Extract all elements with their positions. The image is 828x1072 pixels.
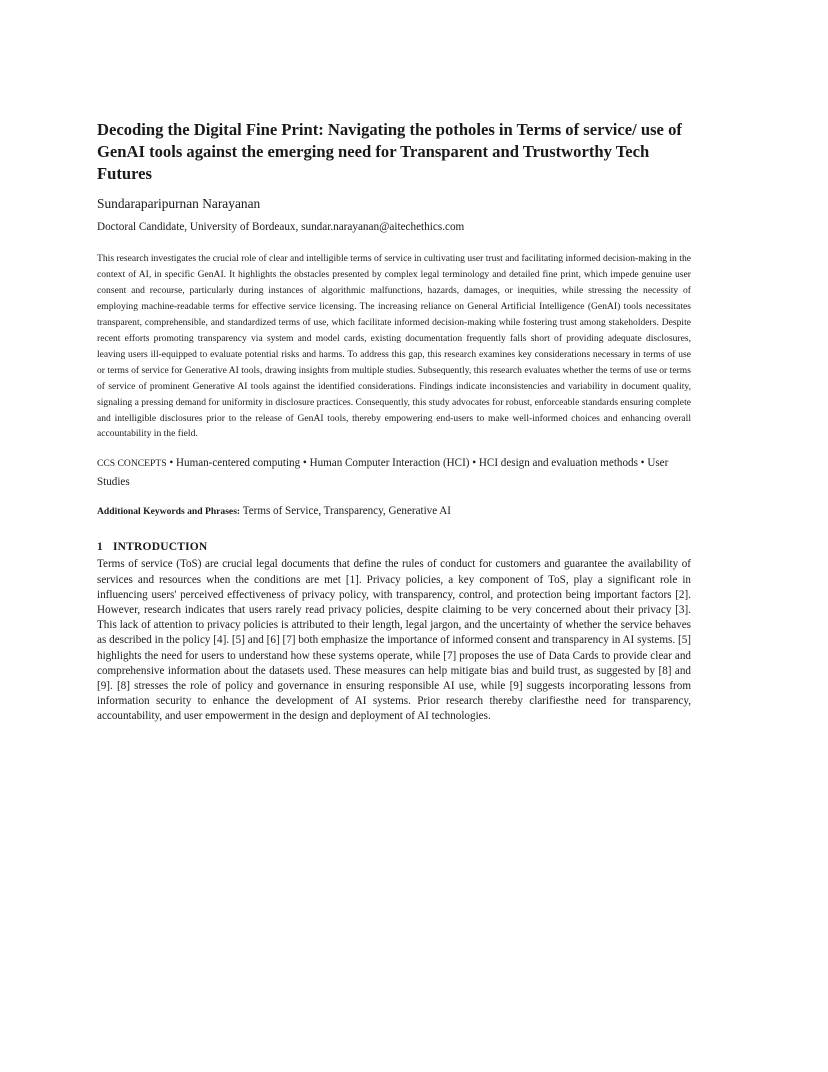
section-title: INTRODUCTION — [113, 541, 208, 554]
author-affiliation: Doctoral Candidate, University of Bordeaux, sundar.narayanan@aitechethics.com — [97, 221, 465, 233]
introduction-paragraph: Terms of service (ToS) are crucial legal documents that define the rules of conduct for customers and guarantee the availability of services and resources when the conditions are met [1]. Privacy policies, a key component of ToS, play a significant role in influencing users' perceived effectiveness of privacy policy, with transparency, control, and protection being important factors [2]. However, research indicates that users rarely read privacy policies, despite claiming to be very concerned about their privacy [3]. This lack of attention to privacy policies is attributed to their length, legal jargon, and the uncertainty of whether the service behaves as described in the policy [4]. [5] and [6] [7] both emphasize the importance of informed consent and transparency in AI systems. [5] highlights the need for users to understand how these systems operate, while [7] proposes the use of Data Cards to provide clear and comprehensive information about the datasets used. These measures can help mitigate bias and build trust, as suggested by [8] and [9]. [8] stresses the role of policy and governance in ensuring responsible AI use, while [9] suggests incorporating lessons from information security to enhance the development of AI systems. Prior research thereby clarifiesthe need for transparency, accountability, and user empowerment in the design and deployment of AI technologies. — [97, 558, 691, 723]
keywords — [97, 503, 691, 520]
paper-title: Decoding the Digital Fine Print: Navigating the potholes in Terms of service/ use of GenAI tools against the emerging need for Transparent and Trustworthy Tech Futures — [97, 120, 682, 183]
keywords-label: Additional Keywords and Phrases: — [97, 506, 241, 518]
ccs-text: • Human-centered computing • Human Computer Interaction (HCI) • HCI design and evaluation methods • User Studies — [97, 457, 669, 489]
author-name: Sundaraparipurnan Narayanan — [97, 196, 261, 211]
abstract: This research investigates the crucial role of clear and intelligible terms of service in cultivating user trust and facilitating informed decision-making in the context of AI, in specific GenAI. It highlights the obstacles presented by complex legal terminology and detailed fine print, which impede genuine user consent and recourse, particularly during instances of algorithmic malfunctions, hazards, damages, or inequities, while stressing the necessity of employing machine-readable terms for effective service licensing. The increasing reliance on General Artificial Intelligence (GenAI) tools necessitates transparent, comprehensible, and standardized terms of use, which facilitate informed decision-making while fostering trust among stakeholders. Despite recent efforts promoting transparency via system and model cards, existing documentation frequently falls short of providing adequate disclosures, leaving users ill-equipped to evaluate potential risks and harms. To address this gap, this research examines key considerations necessary in terms of use or terms of service for Generative AI tools, drawing insights from multiple studies. Subsequently, this research evaluates whether the terms of use or terms of service of prominent Generative AI tools against the identified considerations. Findings indicate inconsistencies and variability in document quality, signaling a pressing demand for uniformity in disclosure practices. Consequently, this study advocates for robust, enforceable standards ensuring complete and intelligible disclosures prior to the release of GenAI tools, thereby empowering end-users to make well-informed choices and enhancing overall accountability in the field. — [97, 253, 691, 440]
paper-page — [97, 119, 691, 725]
ccs-label: CCS CONCEPTS — [97, 458, 167, 470]
section-number: 1 — [97, 541, 103, 554]
section-heading-introduction — [97, 540, 691, 555]
keywords-text: Terms of Service, Transparency, Generative AI — [240, 505, 451, 518]
ccs-concepts — [97, 454, 691, 491]
